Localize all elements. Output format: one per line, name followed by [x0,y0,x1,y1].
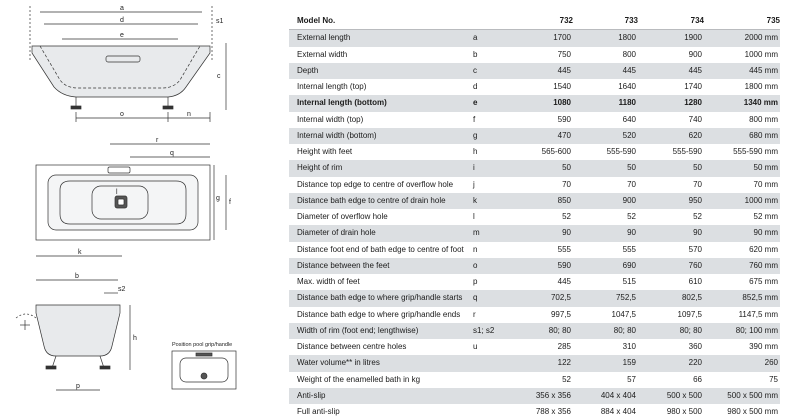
row-symbol: j [471,177,508,193]
row-value: 1800 mm [704,79,780,95]
row-label: External width [289,47,471,63]
row-value: 90 [508,225,573,241]
row-value: 445 [638,63,704,79]
row-label: Internal length (top) [289,79,471,95]
row-value: 50 [508,160,573,176]
row-value: 1900 [638,30,704,47]
table-row [289,274,780,290]
row-value: 122 [508,355,573,371]
row-symbol [471,388,508,404]
row-symbol: r [471,307,508,323]
row-symbol: o [471,258,508,274]
table-row [289,355,780,371]
table-row [289,160,780,176]
row-label: Internal width (bottom) [289,128,471,144]
row-value: 220 [638,355,704,371]
row-value: 850 [508,193,573,209]
row-value: 980 x 500 mm [704,404,780,420]
model-735-header: 735 [704,13,780,30]
row-value: 520 [573,128,638,144]
table-row [289,290,780,306]
row-value: 900 [573,193,638,209]
row-value: 57 [573,372,638,388]
row-value: 884 x 404 [573,404,638,420]
row-value: 760 [638,258,704,274]
row-value: 404 x 404 [573,388,638,404]
row-value: 802,5 [638,290,704,306]
row-symbol [471,404,508,420]
model-732-header: 732 [508,13,573,30]
row-value: 1080 [508,95,573,111]
row-symbol: c [471,63,508,79]
table-row [289,404,780,420]
row-value: 70 [638,177,704,193]
row-value: 620 mm [704,242,780,258]
table-row [289,209,780,225]
row-label: Height with feet [289,144,471,160]
table-row [289,307,780,323]
dim-label-o: o [120,111,124,118]
spec-header-row [289,13,780,30]
dim-label-s1: s1 [216,18,224,25]
technical-drawing [0,0,285,404]
row-label: Distance top edge to centre of overflow hole [289,177,471,193]
row-value: 260 [704,355,780,371]
row-label: Distance foot end of bath edge to centre of foot [289,242,471,258]
row-value: 760 mm [704,258,780,274]
row-value: 70 [508,177,573,193]
dim-label-a: a [120,5,124,12]
model-733-header: 733 [573,13,638,30]
row-label: Anti-slip [289,388,471,404]
row-value: 90 mm [704,225,780,241]
table-row [289,258,780,274]
row-value: 50 mm [704,160,780,176]
row-label: Distance bath edge to centre of drain hole [289,193,471,209]
row-value: 997,5 [508,307,573,323]
row-symbol: q [471,290,508,306]
spec-table [289,13,780,420]
row-label: Distance between the feet [289,258,471,274]
table-row [289,388,780,404]
row-value: 159 [573,355,638,371]
row-value: 752,5 [573,290,638,306]
row-symbol [471,372,508,388]
side-elevation-view [30,6,226,122]
row-label: Internal length (bottom) [289,95,471,111]
table-row [289,79,780,95]
row-symbol: b [471,47,508,63]
table-row [289,372,780,388]
dim-label-k: k [78,249,82,256]
row-value: 445 [573,63,638,79]
row-value: 50 [638,160,704,176]
row-label: Weight of the enamelled bath in kg [289,372,471,388]
table-row [289,95,780,111]
row-label: Distance bath edge to where grip/handle starts [289,290,471,306]
row-value: 90 [573,225,638,241]
row-value: 788 x 356 [508,404,573,420]
row-value: 70 [573,177,638,193]
row-symbol: s1; s2 [471,323,508,339]
row-value: 1800 [573,30,638,47]
model-no-header: Model No. [289,13,471,30]
plan-view [36,144,226,256]
table-row [289,63,780,79]
row-value: 52 [573,209,638,225]
row-value: 80; 80 [573,323,638,339]
row-value: 1047,5 [573,307,638,323]
row-value: 470 [508,128,573,144]
row-symbol: m [471,225,508,241]
row-value: 75 [704,372,780,388]
row-value: 570 [638,242,704,258]
row-value: 1280 [638,95,704,111]
table-row [289,193,780,209]
row-label: Diameter of overflow hole [289,209,471,225]
row-symbol: g [471,128,508,144]
row-value: 750 [508,47,573,63]
row-label: Height of rim [289,160,471,176]
row-value: 50 [573,160,638,176]
row-value: 800 mm [704,112,780,128]
row-symbol: h [471,144,508,160]
row-value: 1180 [573,95,638,111]
row-value: 950 [638,193,704,209]
row-symbol: i [471,160,508,176]
row-symbol [471,355,508,371]
row-value: 1540 [508,79,573,95]
grip-position-caption: Position pool grip/handle [172,342,233,348]
row-value: 1740 [638,79,704,95]
row-value: 1097,5 [638,307,704,323]
row-label: Depth [289,63,471,79]
row-value: 555 [573,242,638,258]
row-value: 1340 mm [704,95,780,111]
row-value: 445 mm [704,63,780,79]
row-value: 356 x 356 [508,388,573,404]
table-row [289,225,780,241]
row-symbol: e [471,95,508,111]
symbol-header [471,13,508,30]
row-symbol: l [471,209,508,225]
row-value: 52 [508,209,573,225]
row-value: 52 [508,372,573,388]
dim-label-b: b [75,273,79,280]
dim-label-n: n [187,111,191,118]
row-value: 52 [638,209,704,225]
dim-label-f: f [229,199,231,206]
table-row [289,30,780,47]
row-symbol: f [471,112,508,128]
row-value: 1640 [573,79,638,95]
row-value: 445 [508,63,573,79]
row-value: 1000 mm [704,47,780,63]
row-label: Distance bath edge to where grip/handle ends [289,307,471,323]
row-value: 80; 100 mm [704,323,780,339]
row-label: Max. width of feet [289,274,471,290]
row-label: External length [289,30,471,47]
row-value: 285 [508,339,573,355]
row-value: 565-600 [508,144,573,160]
dim-label-g: g [216,195,220,202]
table-row [289,144,780,160]
end-section-view [16,280,130,390]
row-value: 640 [573,112,638,128]
row-value: 680 mm [704,128,780,144]
row-symbol: d [471,79,508,95]
row-symbol: k [471,193,508,209]
row-value: 555-590 [638,144,704,160]
row-value: 900 [638,47,704,63]
dim-label-c: c [217,73,221,80]
row-value: 390 mm [704,339,780,355]
row-value: 675 mm [704,274,780,290]
row-value: 360 [638,339,704,355]
row-value: 445 [508,274,573,290]
row-value: 555 [508,242,573,258]
row-label: Full anti-slip [289,404,471,420]
row-label: Distance between centre holes [289,339,471,355]
row-value: 980 x 500 [638,404,704,420]
row-value: 66 [638,372,704,388]
dim-label-l: l [116,189,118,196]
row-label: Internal width (top) [289,112,471,128]
row-value: 90 [638,225,704,241]
row-value: 740 [638,112,704,128]
grip-position-inset [172,351,236,389]
dim-label-h: h [133,335,137,342]
row-value: 1147,5 mm [704,307,780,323]
row-label: Water volume** in litres [289,355,471,371]
table-row [289,323,780,339]
row-value: 80; 80 [638,323,704,339]
row-value: 80; 80 [508,323,573,339]
row-value: 500 x 500 [638,388,704,404]
row-symbol: p [471,274,508,290]
row-symbol: a [471,30,508,47]
row-value: 310 [573,339,638,355]
table-row [289,112,780,128]
dim-label-r: r [156,137,159,144]
row-symbol: u [471,339,508,355]
table-row [289,339,780,355]
row-value: 690 [573,258,638,274]
table-row [289,177,780,193]
row-value: 620 [638,128,704,144]
row-value: 702,5 [508,290,573,306]
dim-label-p: p [76,383,80,390]
dim-label-e: e [120,32,124,39]
row-value: 515 [573,274,638,290]
spec-table-body [289,30,780,420]
row-value: 852,5 mm [704,290,780,306]
dim-label-d: d [120,17,124,24]
row-value: 800 [573,47,638,63]
row-value: 70 mm [704,177,780,193]
row-label: Diameter of drain hole [289,225,471,241]
dim-label-s2: s2 [118,286,126,293]
row-symbol: n [471,242,508,258]
row-value: 500 x 500 mm [704,388,780,404]
model-734-header: 734 [638,13,704,30]
table-row [289,242,780,258]
row-value: 2000 mm [704,30,780,47]
row-value: 52 mm [704,209,780,225]
row-value: 590 [508,258,573,274]
row-value: 555-590 [573,144,638,160]
dim-label-q: q [170,150,174,157]
row-label: Width of rim (foot end; lengthwise) [289,323,471,339]
row-value: 610 [638,274,704,290]
row-value: 590 [508,112,573,128]
row-value: 1000 mm [704,193,780,209]
table-row [289,47,780,63]
row-value: 555-590 mm [704,144,780,160]
row-value: 1700 [508,30,573,47]
table-row [289,128,780,144]
